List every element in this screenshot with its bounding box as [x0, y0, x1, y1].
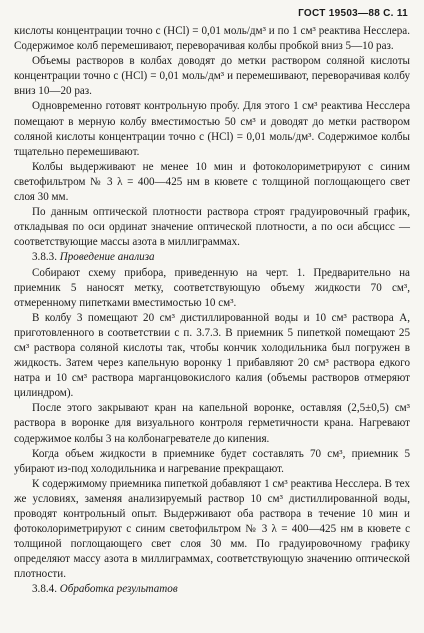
paragraph: кислоты концентрации точно c (HCl) = 0,01 моль/дм³ и по 1 см³ реактива Несслера. Содержимое колб перемешивают, переворачивая колбы пробкой вниз 5—10 раз. [14, 25, 410, 53]
section-number: 3.8.3. [32, 251, 57, 264]
section-title: Обработка результатов [59, 583, 178, 596]
section-heading [14, 250, 410, 265]
paragraph: Когда объем жидкости в приемнике будет составлять 70 см³, приемник 5 убирают из-под холодильника и нагревание прекращают. [14, 447, 410, 475]
paragraph: По данным оптической плотности раствора строят градуировочный график, откладывая по оси ординат значение оптической плотности, а по оси абсцисс — соответствующие массы азота в миллиграммах. [14, 206, 410, 249]
document-body [14, 24, 410, 598]
paragraph: Объемы растворов в колбах доводят до метки раствором соляной кислоты концентрации точно c (HCl) = 0,01 моль/дм³ и перемешивают, переворачивая колбу вниз 10—20 раз. [14, 55, 410, 98]
paragraph: В колбу 3 помещают 20 см³ дистиллированной воды и 10 см³ раствора А, приготовленного в соответствии с п. 3.7.3. В приемник 5 пипеткой помещают 25 см³ раствора соляной кислоты так, чтобы кончик холодильника был погружен в жидкость. Затем через капельную воронку 1 прибавляют 20 см³ раствора едкого натра и 10 см³ раствора марганцовокислого калия (объемы растворов отмеряют цилиндром). [14, 311, 410, 400]
section-title: Проведение анализа [59, 251, 155, 264]
page-header: ГОСТ 19503—88 С. 11 [298, 8, 408, 19]
paragraph: К содержимому приемника пипеткой добавляют 1 см³ реактива Несслера. В тех же условиях, заменяя анализируемый раствор 10 см³ дистиллированной воды, проводят контрольный опыт. Выдерживают оба раствора в течение 10 мин и фотоколориметрируют с синим светофильтром № 3 λ = 400—425 нм в кювете с толщиной поглощающего свет слоя 30 мм. По градуировочному графику определяют массу азота в миллиграммах, соответствующую значению оптической плотности. [14, 477, 410, 581]
paragraph: Собирают схему прибора, приведенную на черт. 1. Предварительно на приемник 5 наносят метку, соответствующую объему жидкости 70 см³, отмеренному пипетками вместимостью 10 см³. [14, 266, 410, 309]
section-number: 3.8.4. [32, 583, 57, 596]
paragraph: Одновременно готовят контрольную пробу. Для этого 1 см³ реактива Несслера помещают в мерную колбу вместимостью 50 см³ и доводят до метки раствором соляной кислоты концентрации точно c (HCl) = 0,01 моль/дм³. Содержимое колбы тщательно перемешивают. [14, 100, 410, 158]
section-heading [14, 582, 410, 597]
paragraph: После этого закрывают кран на капельной воронке, оставляя (2,5±0,5) см³ раствора в воронке для визуального контроля герметичности крана. Нагревают содержимое колбы 3 на колбонагревателе до кипения. [14, 402, 410, 445]
paragraph: Колбы выдерживают не менее 10 мин и фотоколориметрируют с синим светофильтром № 3 λ = 400—425 нм в кювете с толщиной поглощающего свет слоя 30 мм. [14, 160, 410, 204]
